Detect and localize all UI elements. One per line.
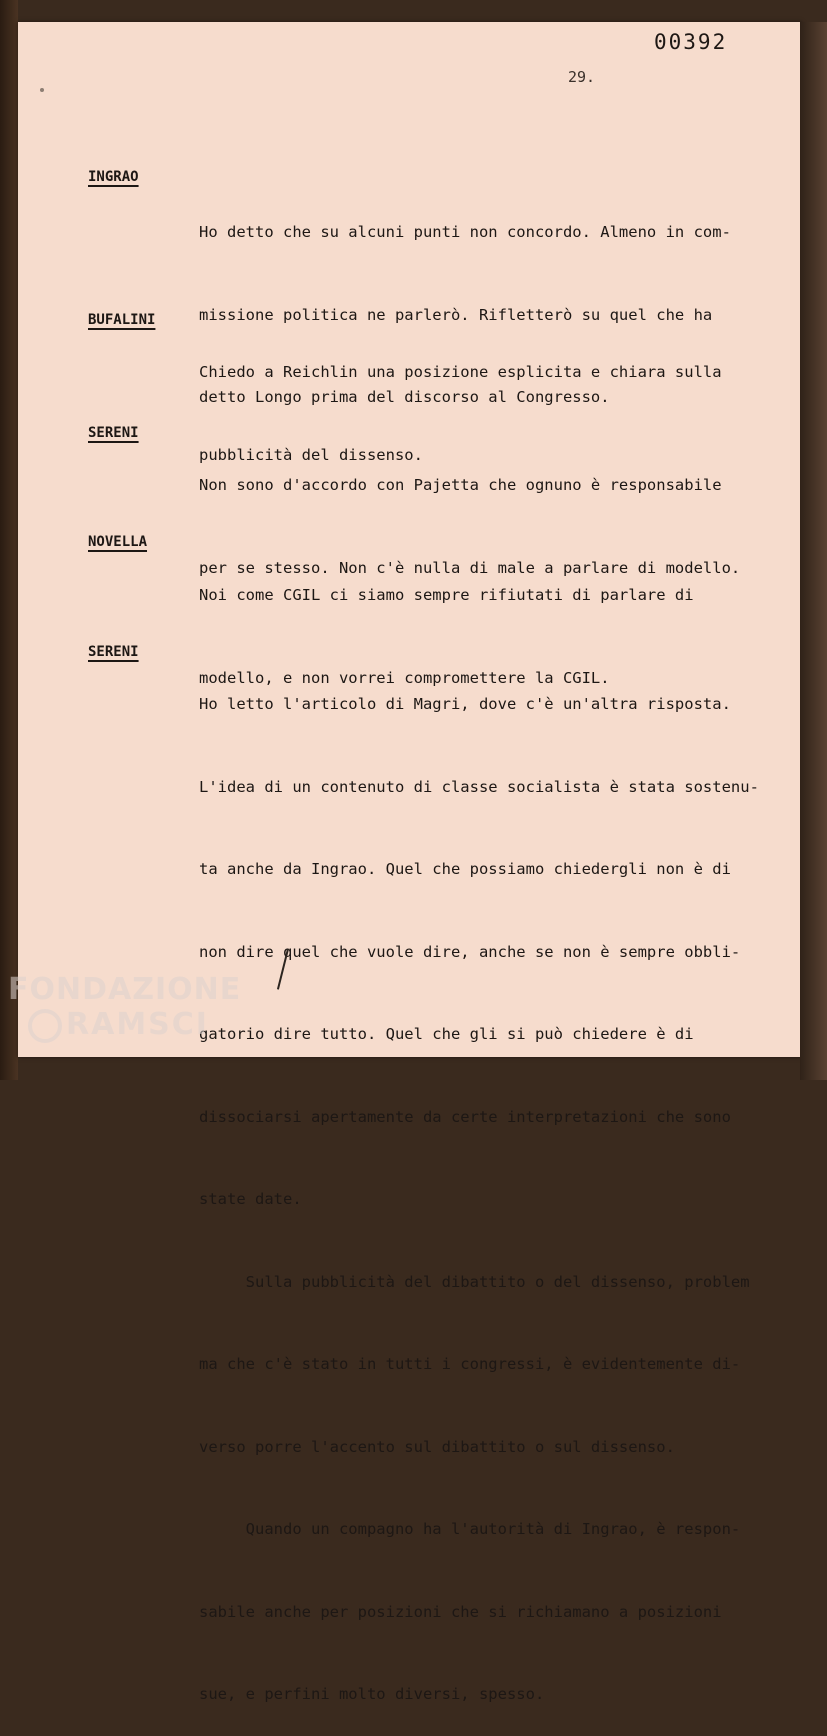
speech-line: sabile anche per posizioni che si richiamano a posizioni xyxy=(199,1602,722,1621)
speech-line: Non sono d'accordo con Pajetta che ognuno è responsabile xyxy=(199,476,722,494)
speaker-label: SERENI xyxy=(88,425,139,441)
speech-line: modello, e non vorrei compromettere la CGIL. xyxy=(199,668,610,687)
speech-line: sue, e perfini molto diversi, spesso. xyxy=(199,1685,545,1703)
speech-line: pubblicità del dissenso. xyxy=(199,445,423,464)
speech-line: dissociarsi apertamente da certe interpretazioni che sono xyxy=(199,1107,731,1126)
speech-line: verso porre l'accento sul dibattito o sul dissenso. xyxy=(199,1437,675,1456)
speech-line: gatorio dire tutto. Quel che gli si può chiedere è di xyxy=(199,1025,694,1043)
speech-line: detto Longo prima del discorso al Congresso. xyxy=(199,388,610,406)
watermark-line1: FONDAZIONE xyxy=(8,972,242,1007)
g-emblem-icon xyxy=(28,1009,62,1043)
scan-left-edge xyxy=(0,0,18,1080)
speech-block xyxy=(199,636,779,1736)
speech-line: Chiedo a Reichlin una posizione esplicita e chiara sulla xyxy=(199,363,722,381)
speech-line: Noi come CGIL ci siamo sempre rifiutati di parlare di xyxy=(199,586,694,604)
page-number: 29. xyxy=(568,68,596,86)
watermark-line2 xyxy=(28,1007,241,1043)
speaker-label: INGRAO xyxy=(88,169,139,185)
speech-line: Ho detto che su alcuni punti non concordo. Almeno in com- xyxy=(199,223,731,241)
speaker-label: NOVELLA xyxy=(88,534,148,550)
speech-line: missione politica ne parlerò. Rifletterò su quel che ha xyxy=(199,305,713,324)
speaker-label: BUFALINI xyxy=(88,312,156,328)
speech-line: ma che c'è stato in tutti i congressi, è evidentemente di- xyxy=(199,1355,741,1373)
speech-line: state date. xyxy=(199,1190,302,1208)
paper-speck xyxy=(40,88,44,92)
speech-line: L'idea di un contenuto di classe socialista è stata sostenu- xyxy=(199,777,759,796)
speaker-label: SERENI xyxy=(88,644,139,660)
scan-right-edge xyxy=(800,22,827,1080)
speech-line: non dire quel che vuole dire, anche se non è sempre obbli- xyxy=(199,942,741,961)
speech-line: Quando un compagno ha l'autorità di Ingrao, è respon- xyxy=(199,1520,741,1538)
speech-line: ta anche da Ingrao. Quel che possiamo chiedergli non è di xyxy=(199,860,731,878)
speech-line: Sulla pubblicità del dibattito o del dissenso, problem xyxy=(199,1272,750,1291)
document-number: 00392 xyxy=(654,30,728,54)
watermark-line2-text: RAMSCI xyxy=(66,1007,209,1042)
speech-line: Ho letto l'articolo di Magri, dove c'è un'altra risposta. xyxy=(199,695,731,713)
watermark-logo xyxy=(8,972,241,1043)
speech-line: per se stesso. Non c'è nulla di male a parlare di modello. xyxy=(199,558,741,577)
